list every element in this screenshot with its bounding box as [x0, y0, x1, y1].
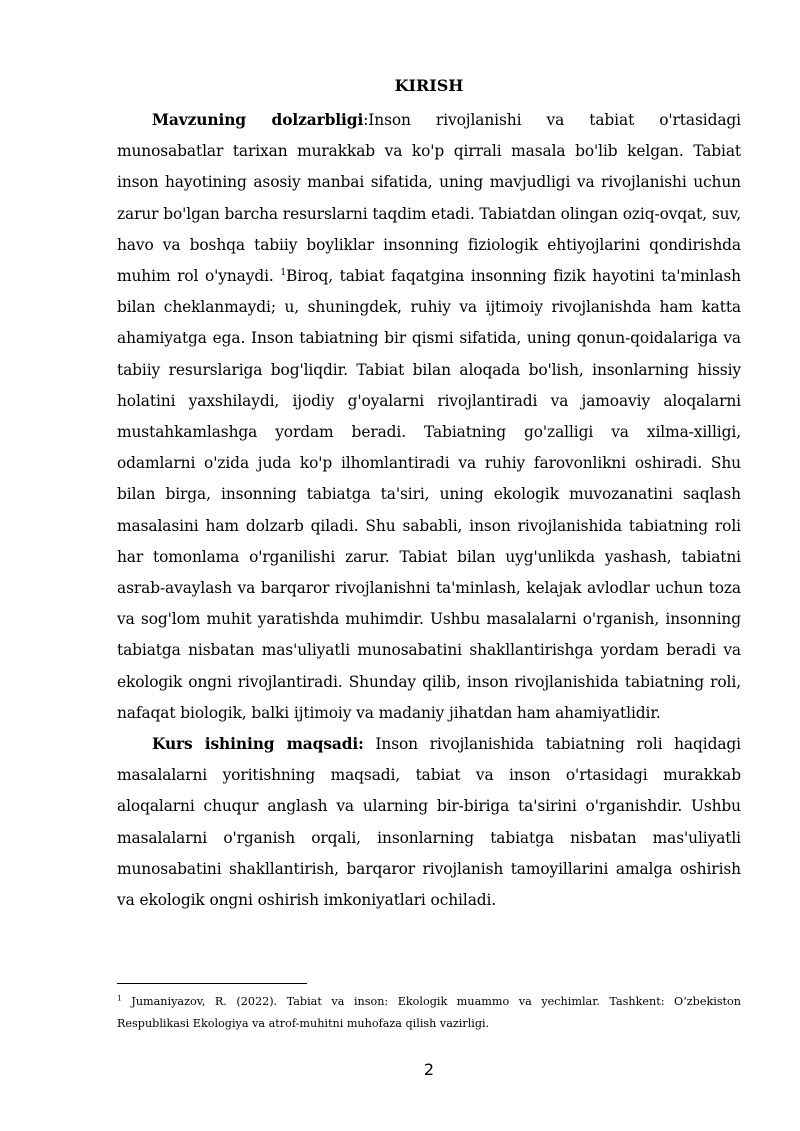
page-number: 2 [423, 1060, 435, 1079]
goal-text: Inson rivojlanishida tabiatning roli haqidagi masalalarni yoritishning maqsadi, tabiat va inson o'rtasidagi murakkab aloqalarni chuqur anglash va ularning bir-biriga ta'sirini o'rganishdir. Ushbu masalalarni o'rganish orqali, insonlarning tabiatga nisbatan mas'uliyatli munosabatini shakllantirish, barqaror rivojlanish tamoyillarini amalga oshirish va ekologik ongni oshirish imkoniyatlari ochiladi. [117, 735, 741, 910]
footnote [117, 991, 741, 1035]
relevance-text-part1: :Inson rivojlanishi va tabiat o'rtasidagi munosabatlar tarixan murakkab va ko'p qirrali masala bo'lib kelgan. Tabiat inson hayotining asosiy manbai sifatida, uning mavjudligi va rivojlanishi uchun zarur bo'lgan barcha resurslarni taqdim etadi. Tabiatdan olingan oziq-ovqat, suv, havo va boshqa tabiiy boyliklar insonning fiziologik ehtiyojlarini qondirishda muhim rol o'ynaydi. [117, 111, 741, 286]
relevance-label: Mavzuning dolzarbligi [152, 111, 364, 129]
footnote-reference[interactable]: 1 [280, 267, 286, 278]
paragraph-goal [117, 729, 741, 916]
paragraph-relevance [117, 105, 741, 729]
footnote-mark: 1 [117, 993, 122, 1003]
goal-label: Kurs ishining maqsadi: [152, 735, 364, 754]
footnote-text: Jumaniyazov, R. (2022). Tabiat va inson: Ekologik muammo va yechimlar. Tashkent: O‘zbekiston Respublikasi Ekologiya va atrof-muhitni muhofaza qilish vazirligi. [117, 995, 741, 1030]
footnote-divider [117, 983, 307, 984]
relevance-text-part2: Biroq, tabiat faqatgina insonning fizik hayotini ta'minlash bilan cheklanmaydi; u, shuningdek, ruhiy va ijtimoiy rivojlanishda ham katta ahamiyatga ega. Inson tabiatning bir qismi sifatida, uning qonun-qoidalariga va tabiiy resurslariga bog'liqdir. Tabiat bilan aloqada bo'lish, insonlarning hissiy holatini yaxshilaydi, ijodiy g'oyalarni rivojlantiradi va jamoaviy aloqalarni mustahkamlashga yordam beradi. Tabiatning go'zalligi va xilma-xilligi, odamlarni o'zida juda ko'p ilhomlantiradi va ruhiy farovonlikni oshiradi. Shu bilan birga, insonning tabiatga ta'siri, uning ekologik muvozanatini saqlash masalasini ham dolzarb qiladi. Shu sababli, inson rivojlanishida tabiatning roli har tomonlama o'rganilishi zarur. Tabiat bilan uyg'unlikda yashash, tabiatni asrab-avaylash va barqaror rivojlanishni ta'minlash, kelajak avlodlar uchun toza va sog'lom muhit yaratishda muhimdir. Ushbu masalalarni o'rganish, insonning tabiatga nisbatan mas'uliyatli munosabatini shakllantirishga yordam beradi va ekologik ongni rivojlantiradi. Shunday qilib, inson rivojlanishida tabiatning roli, nafaqat biologik, balki ijtimoiy va madaniy jihatdan ham ahamiyatlidir. [117, 267, 741, 722]
section-heading: KIRISH [394, 76, 464, 95]
body-text [117, 105, 741, 916]
